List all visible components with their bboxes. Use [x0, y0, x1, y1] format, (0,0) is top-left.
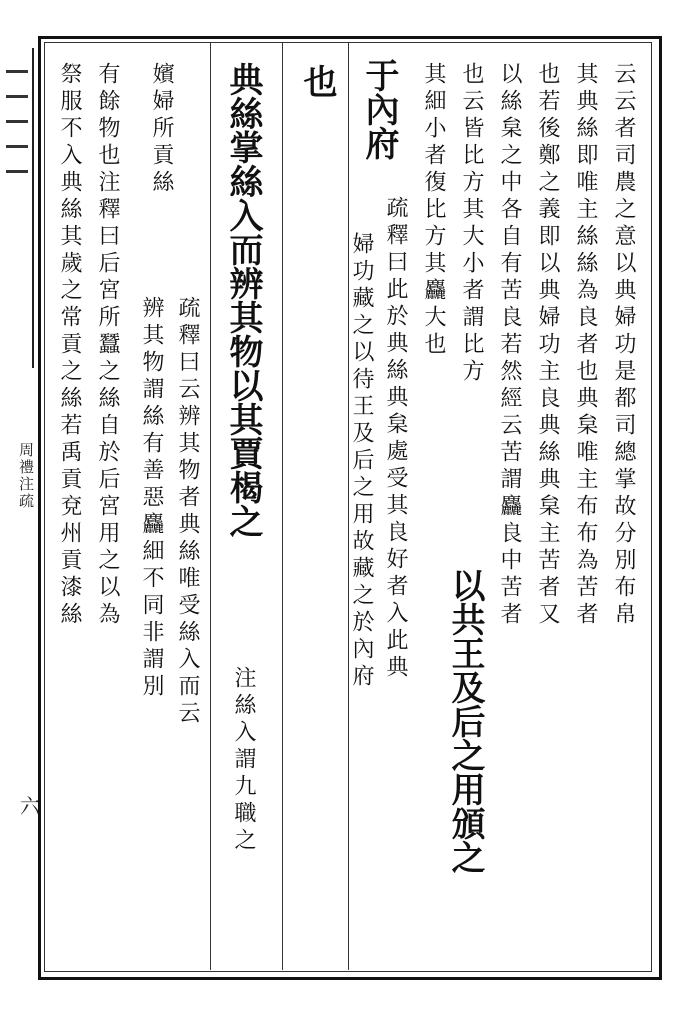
edge-mark: [6, 70, 28, 73]
text-column-11: 嬪婦所貢絲: [149, 62, 174, 197]
main-text-column-9: 也: [297, 64, 337, 98]
text-column-2: 其典絲即唯主絲絲為良者也典枲唯主布布為苦者: [573, 62, 598, 629]
text-column-8: 婦功藏之以待王及后之用故藏之於內府: [349, 232, 374, 691]
page-edge-marks: [2, 48, 34, 368]
text-column-14: 祭服不入典絲其歲之常貢之絲若禹貢兗州貢漆絲: [57, 62, 82, 629]
text-column-10b: 注絲入謂九職之: [231, 666, 256, 855]
page-number: 六: [20, 794, 40, 818]
text-column-5: 也云皆比方其大小者謂比方: [459, 62, 484, 386]
text-column-13: 有餘物也注釋曰后宮所蠶之絲自於后宮用之以為: [95, 62, 120, 629]
edge-mark: [6, 170, 28, 173]
column-divider: [210, 42, 211, 970]
text-column-1: 云云者司農之意以典婦功是都司總掌故分別布帛: [611, 62, 636, 629]
text-column-3: 也若後鄭之義即以典婦功主良典絲典枲主苦者又: [535, 62, 560, 629]
text-column-4: 以絲枲之中各自有苦良若然經云苦謂麤良中苦者: [497, 62, 522, 629]
text-column-6: 其細小者復比方其麤大也: [421, 62, 446, 359]
book-title-margin: 周禮注疏: [17, 442, 35, 510]
edge-mark: [6, 120, 28, 123]
text-column-12: 辨其物謂絲有善惡麤細不同非謂別: [139, 296, 164, 701]
column-divider: [282, 42, 283, 970]
edge-mark: [6, 95, 28, 98]
edge-mark: [6, 145, 28, 148]
main-text-column-10: 典絲掌絲入而辨其物以其賈楬之: [223, 62, 263, 538]
text-column-7b: 疏釋曰此於典絲典枲處受其良好者入此典: [383, 196, 408, 682]
main-text-column-7: 于內府: [359, 58, 399, 160]
text-column-11b: 疏釋曰云辨其物者典絲唯受絲入而云: [175, 296, 200, 728]
main-text-column-5b: 以共王及后之用頒之: [445, 568, 485, 874]
